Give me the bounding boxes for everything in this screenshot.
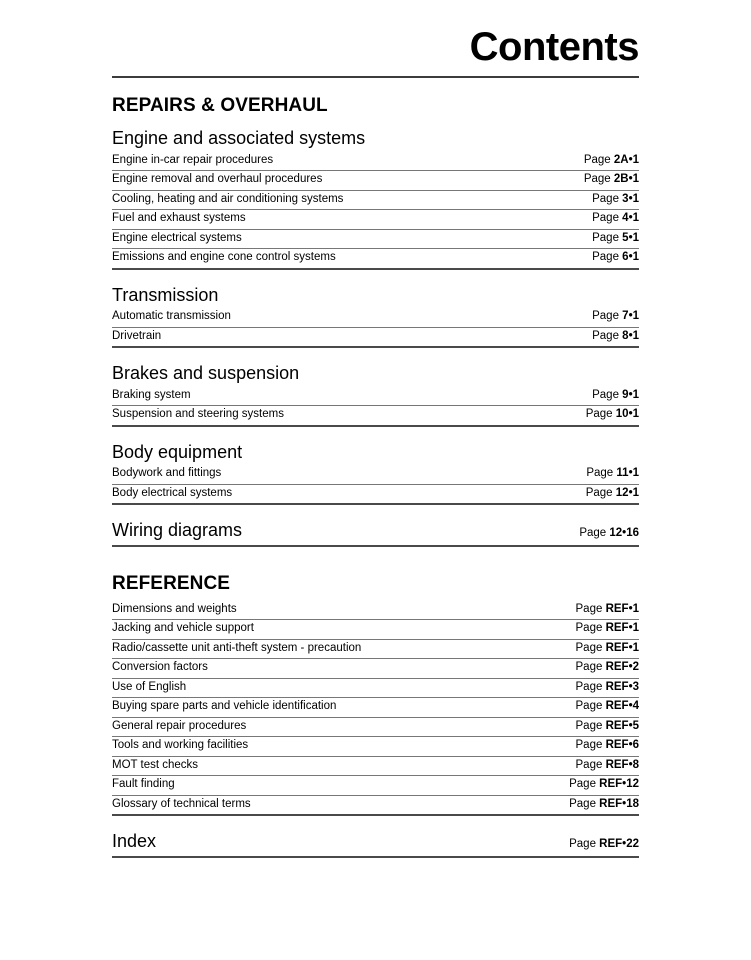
group-entry-list [112,152,639,270]
toc-entry-page [562,758,639,774]
toc-entry-row[interactable] [112,737,639,757]
toc-entry-label: Drivetrain [112,329,162,342]
toc-entry-label: Buying spare parts and vehicle identification [112,700,337,713]
toc-entry-row[interactable] [112,387,639,407]
toc-entry-label: Engine in-car repair procedures [112,153,274,166]
toc-section-page [555,838,639,850]
toc-entry-label: Fuel and exhaust systems [112,212,246,225]
toc-entry-row[interactable] [112,620,639,640]
toc-section-page-ref: REF•22 [599,838,639,851]
toc-entry-label: Use of English [112,680,187,693]
toc-entry-page-prefix: Page [575,680,606,693]
toc-entry-page-prefix: Page [592,329,623,342]
toc-entry-label: Glossary of technical terms [112,797,251,810]
toc-entry-page-prefix: Page [569,778,600,791]
part-reference-bigrows [112,816,639,858]
toc-entry-page-prefix: Page [575,758,606,771]
toc-entry-page [572,407,639,423]
toc-entry-page [578,329,639,345]
toc-entry-label: Conversion factors [112,661,208,674]
toc-entry-page-ref: 2B•1 [613,173,639,186]
toc-entry-page-prefix: Page [585,408,616,421]
toc-entry-row[interactable] [112,210,639,230]
toc-entry-page-ref: 8•1 [622,329,639,342]
toc-entry-page [562,641,639,657]
toc-entry-page-ref: REF•3 [605,680,639,693]
toc-entry-row[interactable] [112,776,639,796]
toc-entry-row[interactable] [112,659,639,679]
toc-section-row[interactable] [112,505,639,547]
page-title: Contents [469,25,639,69]
toc-entry-page-ref: REF•1 [605,602,639,615]
toc-entry-page [562,699,639,715]
toc-entry-row[interactable] [112,796,639,817]
toc-entry-page [570,153,639,169]
toc-section-page-prefix: Page [569,838,600,851]
toc-entry-page-ref: REF•1 [605,641,639,654]
toc-entry-page-ref: REF•2 [605,661,639,674]
toc-entry-page-ref: 7•1 [622,310,639,323]
toc-entry-page [572,466,639,482]
toc-entry-page-ref: 9•1 [622,388,639,401]
toc-entry-row[interactable] [112,308,639,328]
toc-entry-page-ref: REF•18 [599,797,639,810]
toc-entry-page-prefix: Page [592,212,623,225]
part-heading-reference: REFERENCE [112,572,231,594]
toc-entry-row[interactable] [112,485,639,506]
toc-entry-page-prefix: Page [586,467,617,480]
toc-entry-label: Radio/cassette unit anti-theft system - precaution [112,641,362,654]
toc-entry-row[interactable] [112,601,639,621]
toc-entry-page [562,680,639,696]
toc-entry-page [578,388,639,404]
group-entry-list [112,308,639,348]
toc-entry-page [578,192,639,208]
toc-entry-page [562,738,639,754]
toc-entry-label: Engine removal and overhaul procedures [112,173,323,186]
toc-entry-label: Dimensions and weights [112,602,237,615]
toc-entry-label: Emissions and engine cone control systems [112,251,336,264]
toc-entry-page [562,621,639,637]
toc-entry-page-ref: REF•1 [605,622,639,635]
toc-entry-label: Tools and working facilities [112,739,249,752]
toc-entry-page [572,486,639,502]
toc-section-label: Wiring diagrams [112,520,243,541]
toc-entry-row[interactable] [112,230,639,250]
toc-entry-page-ref: REF•4 [605,700,639,713]
group-heading: Body equipment [112,441,243,462]
toc-entry-label: Cooling, heating and air conditioning systems [112,192,344,205]
toc-entry-page-prefix: Page [575,661,606,674]
toc-entry-label: MOT test checks [112,758,199,771]
toc-entry-page-prefix: Page [575,641,606,654]
part-repairs-bigrows [112,505,639,547]
toc-entry-row[interactable] [112,152,639,172]
toc-entry-page-prefix: Page [575,739,606,752]
toc-entry-page-prefix: Page [592,388,623,401]
toc-entry-page-prefix: Page [575,622,606,635]
toc-entry-page-prefix: Page [575,700,606,713]
group-entry-list [112,387,639,427]
toc-entry-page-ref: 6•1 [622,251,639,264]
group-heading: Transmission [112,284,219,305]
toc-entry-page-ref: 4•1 [622,212,639,225]
toc-entry-page-ref: 2A•1 [613,153,639,166]
toc-entry-label: Engine electrical systems [112,231,242,244]
toc-entry-page-ref: REF•8 [605,758,639,771]
toc-entry-row[interactable] [112,191,639,211]
toc-entry-page [578,231,639,247]
toc-entry-label: Suspension and steering systems [112,408,284,421]
toc-entry-page-prefix: Page [575,602,606,615]
toc-entry-label: Body electrical systems [112,486,233,499]
toc-entry-page-ref: 11•1 [616,467,639,480]
toc-entry-page-ref: REF•5 [605,719,639,732]
reference-entry-list [112,601,639,817]
toc-entry-page-ref: REF•6 [605,739,639,752]
toc-entry-page [555,797,639,813]
toc-section-row[interactable] [112,816,639,858]
toc-entry-page [578,211,639,227]
toc-entry-page-prefix: Page [575,719,606,732]
toc-entry-page-ref: 3•1 [622,192,639,205]
toc-entry-row[interactable] [112,757,639,777]
page-content [112,0,639,858]
toc-entry-page-prefix: Page [592,310,623,323]
toc-entry-row[interactable] [112,171,639,191]
toc-entry-label: Automatic transmission [112,310,231,323]
toc-entry-label: Braking system [112,388,191,401]
toc-entry-page [570,172,639,188]
toc-entry-page-ref: 5•1 [622,231,639,244]
toc-entry-page [562,660,639,676]
toc-entry-page-prefix: Page [592,192,623,205]
toc-entry-row[interactable] [112,249,639,270]
group-heading: Brakes and suspension [112,363,300,384]
toc-entry-row[interactable] [112,679,639,699]
toc-section-page [565,527,639,539]
part-repairs-groups [112,119,639,505]
toc-entry-page [578,250,639,266]
toc-entry-row[interactable] [112,718,639,738]
toc-entry-page-ref: 12•1 [615,486,639,499]
toc-entry-page-prefix: Page [569,797,600,810]
toc-entry-page-prefix: Page [592,251,623,264]
toc-entry-row[interactable] [112,465,639,485]
toc-entry-page [578,309,639,325]
toc-entry-page [555,777,639,793]
toc-section-page-prefix: Page [579,527,610,540]
toc-entry-row[interactable] [112,698,639,718]
group-heading: Engine and associated systems [112,128,366,148]
group-entry-list [112,465,639,505]
toc-entry-page-prefix: Page [592,231,623,244]
toc-entry-row[interactable] [112,406,639,427]
toc-entry-page-prefix: Page [583,173,614,186]
toc-entry-page-prefix: Page [585,486,616,499]
toc-entry-label: General repair procedures [112,719,247,732]
toc-entry-page-ref: REF•12 [599,778,639,791]
toc-entry-label: Fault finding [112,778,175,791]
toc-section-label: Index [112,831,157,852]
toc-entry-page [562,602,639,618]
toc-entry-label: Jacking and vehicle support [112,622,254,635]
toc-entry-page-ref: 10•1 [615,408,639,421]
title-block [112,0,639,78]
part-heading-repairs: REPAIRS & OVERHAUL [112,95,328,116]
toc-entry-label: Bodywork and fittings [112,467,222,480]
toc-entry-row[interactable] [112,328,639,349]
toc-section-page-ref: 12•16 [609,527,639,540]
toc-entry-page-prefix: Page [583,153,614,166]
toc-entry-row[interactable] [112,640,639,660]
toc-entry-page [562,719,639,735]
